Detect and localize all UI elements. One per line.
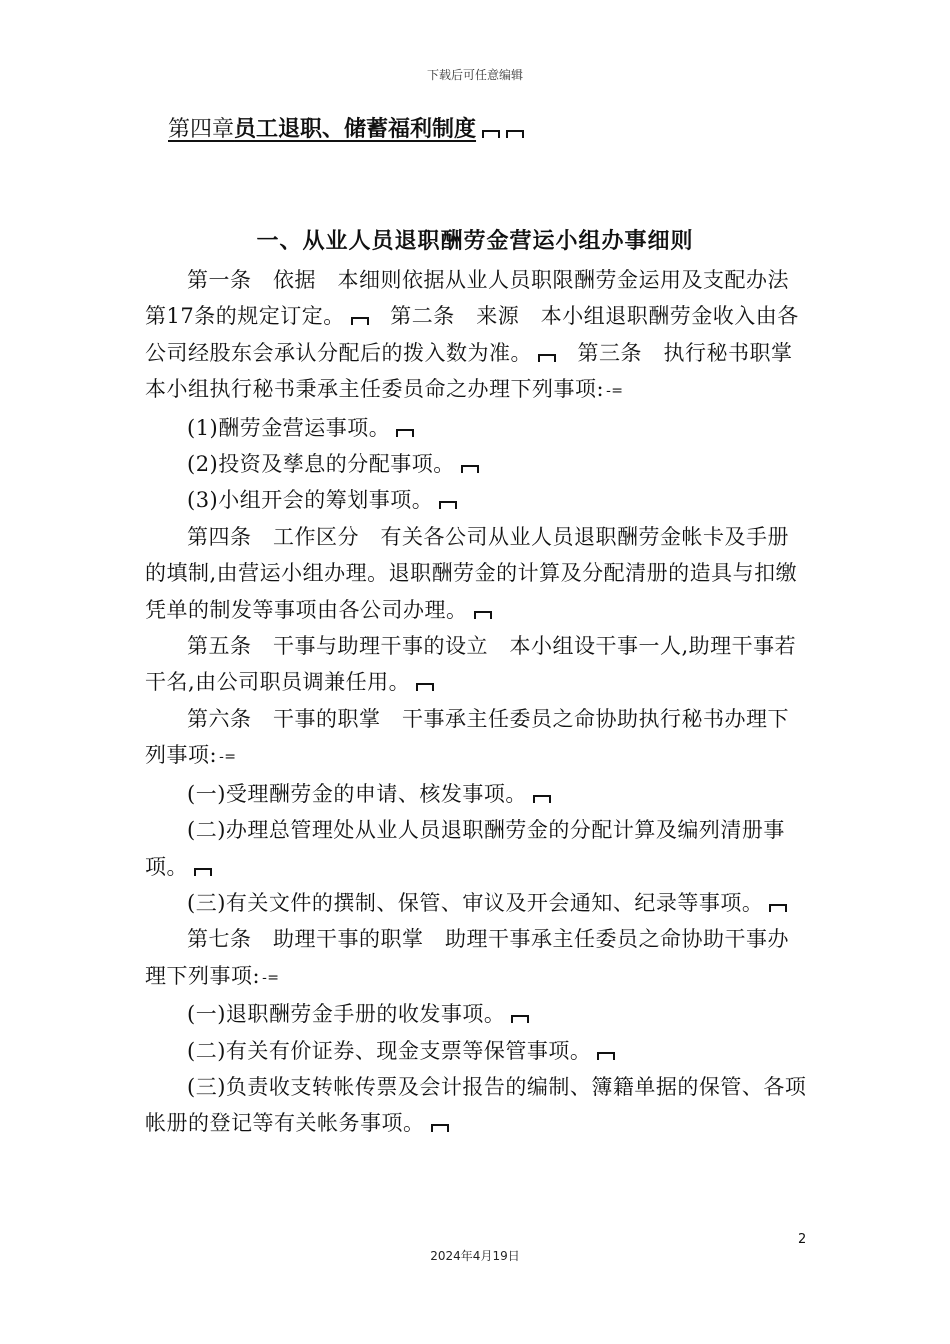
line-break-mark-icon: -= [606, 383, 624, 400]
paragraph-mark-icon [597, 1052, 615, 1060]
paragraph-mark-icon [416, 683, 434, 691]
line-break-mark-icon: -= [262, 969, 280, 986]
chapter-title [168, 112, 524, 143]
paragraph [145, 1069, 810, 1142]
paragraph-mark-icon [506, 130, 524, 138]
list-item: (2)投资及孳息的分配事项。 [187, 452, 455, 477]
paragraph [145, 1033, 810, 1069]
paragraph-mark-icon [474, 611, 492, 619]
paragraph [145, 482, 810, 518]
paragraph-mark-icon [396, 429, 414, 437]
page-header: 下载后可任意编辑 [426, 68, 523, 82]
line-break-mark-icon: -= [219, 749, 237, 766]
document-body [145, 262, 814, 1142]
list-item: (二)有关有价证券、现金支票等保管事项。 [187, 1038, 592, 1063]
list-item: (1)酬劳金营运事项。 [187, 415, 391, 440]
paragraph-mark-icon [769, 904, 787, 912]
article-2-text: 第二条 来源 本小组退职酬劳金收入由各公司经股东会承认分配后的拨入数为准。 [145, 304, 799, 365]
chapter-name: 员工退职、储蓄福利制度 [234, 116, 477, 142]
paragraph-mark-icon [351, 317, 369, 325]
article-1-text: 第一条 依据 本细则依据从业人员职限酬劳金运用及支配办法第17条的规定订定。 [145, 268, 789, 329]
paragraph [145, 996, 810, 1032]
paragraph-mark-icon [431, 1124, 449, 1132]
paragraph [145, 921, 810, 996]
page-number: 2 [798, 1232, 807, 1247]
paragraph-mark-icon [482, 130, 500, 138]
list-item: (3)小组开会的筹划事项。 [187, 488, 434, 513]
paragraph [145, 776, 810, 812]
paragraph-mark-icon [538, 354, 556, 362]
paragraph-mark-icon [533, 795, 551, 803]
paragraph-mark-icon [439, 501, 457, 509]
paragraph-mark-icon [194, 868, 212, 876]
paragraph-mark-icon [511, 1015, 529, 1023]
paragraph [145, 262, 814, 410]
paragraph [145, 628, 810, 701]
article-3-text: 第三条 执行秘书职掌 本小组执行秘书秉承主任委员命之办理下列事项: [145, 340, 814, 402]
article-5-text: 第五条 干事与助理干事的设立 本小组设干事一人,助理干事若干名,由公司职员调兼任用。 [145, 634, 797, 695]
paragraph [145, 701, 810, 776]
article-7-text: 第七条 助理干事的职掌 助理干事承主任委员之命协助干事办理下列事项: [145, 927, 789, 988]
list-item: (一)受理酬劳金的申请、核发事项。 [187, 781, 527, 806]
paragraph [145, 519, 810, 628]
article-6-text: 第六条 干事的职掌 干事承主任委员之命协助执行秘书办理下列事项: [145, 706, 789, 768]
paragraph [145, 446, 810, 482]
list-item: (三)有关文件的撰制、保管、审议及开会通知、纪录等事项。 [187, 890, 764, 915]
list-item: (二)办理总管理处从业人员退职酬劳金的分配计算及编列清册事项。 [145, 818, 785, 879]
list-item: (三)负责收支转帐传票及会计报告的编制、簿籍单据的保管、各项帐册的登记等有关帐务事项。 [145, 1074, 807, 1136]
paragraph-mark-icon [461, 465, 479, 473]
section-title: 一、从业人员退职酬劳金营运小组办事细则 [256, 228, 694, 254]
footer-date: 2024年4月19日 [430, 1249, 520, 1263]
article-4-text: 第四条 工作区分 有关各公司从业人员退职酬劳金帐卡及手册的填制,由营运小组办理。退职酬劳金的计算及分配清册的造具与扣缴凭单的制发等事项由各公司办理。 [145, 524, 798, 622]
paragraph [145, 885, 810, 921]
paragraph [145, 812, 810, 885]
paragraph [145, 410, 810, 446]
list-item: (一)退职酬劳金手册的收发事项。 [187, 1002, 506, 1027]
chapter-prefix: 第四章 [168, 117, 235, 142]
